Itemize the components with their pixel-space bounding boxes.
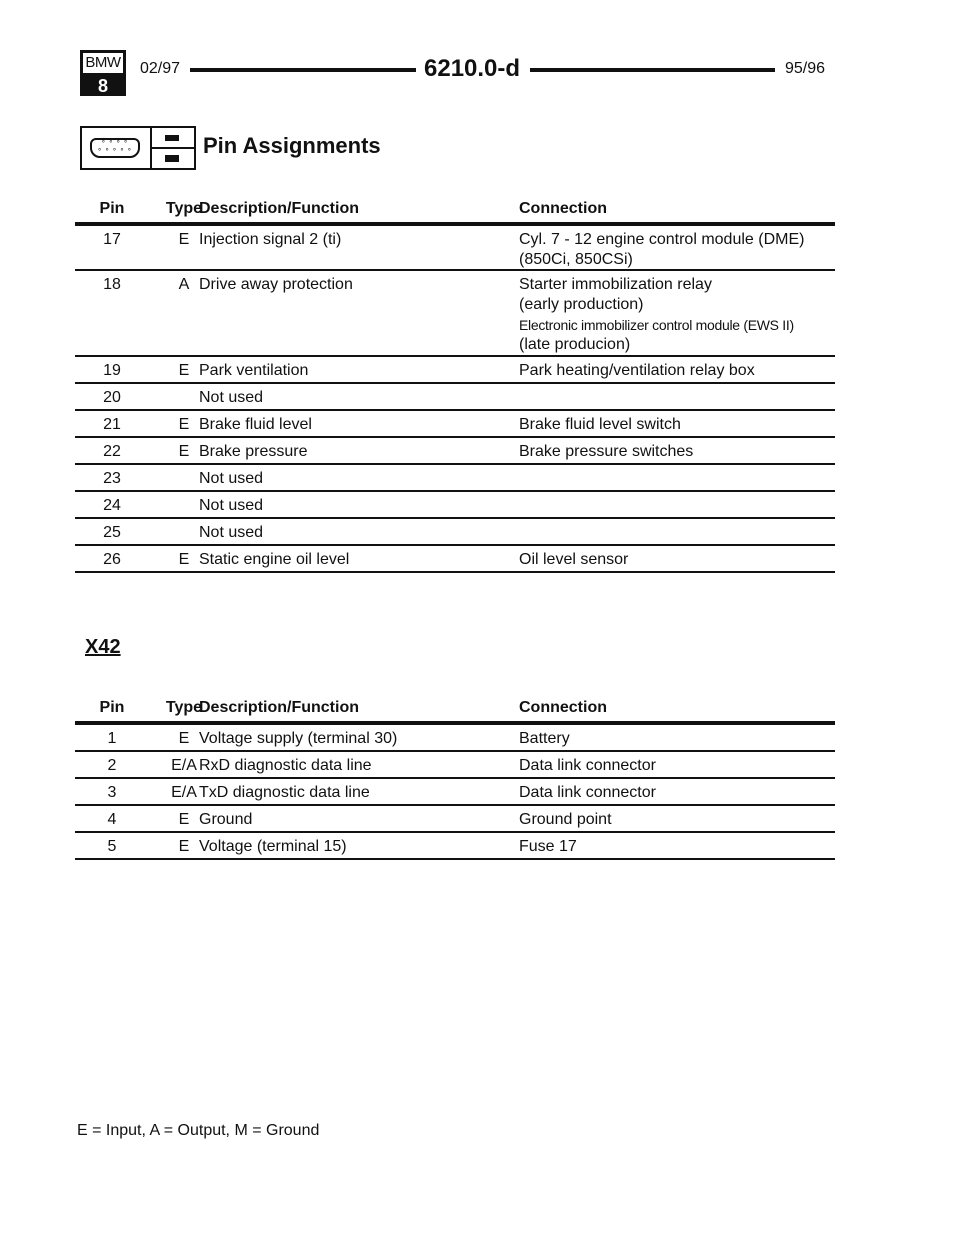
pin-connection: Battery: [519, 730, 570, 747]
header-pin: Pin: [99, 699, 125, 716]
pin-number: 2: [107, 757, 117, 774]
pin-type: E: [178, 416, 190, 433]
pin-type: E/A: [171, 757, 197, 774]
table-row: [75, 384, 835, 411]
header-model-years: 95/96: [785, 60, 826, 77]
section-title: Pin Assignments: [203, 133, 381, 158]
header-description: Description/Function: [199, 699, 359, 716]
pin-description: Drive away protection: [199, 276, 353, 293]
connector-label: X42: [85, 636, 121, 658]
header-rule-right: [530, 68, 775, 72]
pin-number: 23: [103, 470, 121, 487]
pin-description: Not used: [199, 497, 264, 514]
pin-description: Brake pressure: [199, 443, 308, 460]
type-legend: E = Input, A = Output, M = Ground: [77, 1122, 320, 1139]
pin-type: E: [178, 838, 190, 855]
pin-type: E: [178, 730, 190, 747]
pin-number: 21: [103, 416, 121, 433]
pin-connection: Oil level sensor: [519, 551, 629, 568]
pin-type: E: [178, 362, 190, 379]
bmw-8-series-logo: [80, 50, 126, 96]
table-row: [75, 226, 835, 271]
pin-connection: [519, 230, 804, 270]
pin-table-2: [75, 695, 835, 860]
pin-type: E: [178, 231, 190, 248]
pin-description: Voltage supply (terminal 30): [199, 730, 398, 747]
pin-number: 4: [107, 811, 117, 828]
table-row: [75, 271, 835, 357]
pin-description: Ground: [199, 811, 253, 828]
header-type: Type: [165, 200, 203, 217]
pin-type: E: [178, 551, 190, 568]
table-row: [75, 492, 835, 519]
header-type: Type: [165, 699, 203, 716]
table-row: [75, 725, 835, 752]
pin-description: Voltage (terminal 15): [199, 838, 347, 855]
pin-type: E: [178, 811, 190, 828]
table-row: [75, 438, 835, 465]
pin-description: Not used: [199, 470, 264, 487]
pin-type: A: [178, 276, 190, 293]
pin-description: Brake fluid level: [199, 416, 312, 433]
pin-connection: Park heating/ventilation relay box: [519, 362, 755, 379]
pin-table-1: [75, 196, 835, 573]
table-row: [75, 357, 835, 384]
pin-number: 22: [103, 443, 121, 460]
pin-description: Park ventilation: [199, 362, 309, 379]
pin-number: 20: [103, 389, 121, 406]
header-connection: Connection: [519, 699, 607, 716]
pin-connection: Fuse 17: [519, 838, 577, 855]
connection-line: (850Ci, 850CSi): [519, 251, 633, 268]
table-row: [75, 752, 835, 779]
table-header-row: [75, 196, 835, 222]
table-row: [75, 546, 835, 573]
connection-line: (early production): [519, 296, 644, 313]
pin-number: 25: [103, 524, 121, 541]
pin-description: Not used: [199, 389, 264, 406]
pin-number: 24: [103, 497, 121, 514]
header-connection: Connection: [519, 200, 607, 217]
table-row: [75, 833, 835, 860]
pin-connection: Ground point: [519, 811, 612, 828]
table-row: [75, 806, 835, 833]
table-row: [75, 411, 835, 438]
pin-number: 1: [107, 730, 117, 747]
pin-description: Injection signal 2 (ti): [199, 231, 342, 248]
pin-number: 19: [103, 362, 121, 379]
pin-number: 18: [103, 276, 121, 293]
pin-description: RxD diagnostic data line: [199, 757, 372, 774]
pin-number: 17: [103, 231, 121, 248]
pin-number: 3: [107, 784, 117, 801]
table-row: [75, 519, 835, 546]
pin-number: 5: [107, 838, 117, 855]
header-date: 02/97: [140, 60, 181, 77]
header-rule-left: [190, 68, 416, 72]
pin-connection: Brake pressure switches: [519, 443, 694, 460]
header-description: Description/Function: [199, 200, 359, 217]
pin-connection: [519, 275, 794, 355]
pin-description: Static engine oil level: [199, 551, 350, 568]
pin-connection: Brake fluid level switch: [519, 416, 681, 433]
pin-type: E/A: [171, 784, 197, 801]
logo-series-text: 8: [83, 76, 123, 96]
pin-description: TxD diagnostic data line: [199, 784, 370, 801]
logo-brand-text: BMW: [83, 53, 123, 76]
pin-connection: Data link connector: [519, 757, 656, 774]
pin-connection: Data link connector: [519, 784, 656, 801]
connection-line: (late producion): [519, 336, 631, 353]
table-row: [75, 779, 835, 806]
table-row: [75, 465, 835, 492]
pin-type: E: [178, 443, 190, 460]
pin-description: Not used: [199, 524, 264, 541]
connection-line: Cyl. 7 - 12 engine control module (DME): [519, 231, 805, 248]
header-doc-number: 6210.0-d: [424, 55, 521, 82]
table-header-row: [75, 695, 835, 721]
connection-line: Starter immobilization relay: [519, 276, 712, 293]
pin-number: 26: [103, 551, 121, 568]
connection-line: Electronic immobilizer control module (EWS II): [519, 317, 794, 333]
connector-plug-icon: ° ° ° ° ° ° ° ° °: [80, 126, 196, 170]
header-pin: Pin: [99, 200, 125, 217]
